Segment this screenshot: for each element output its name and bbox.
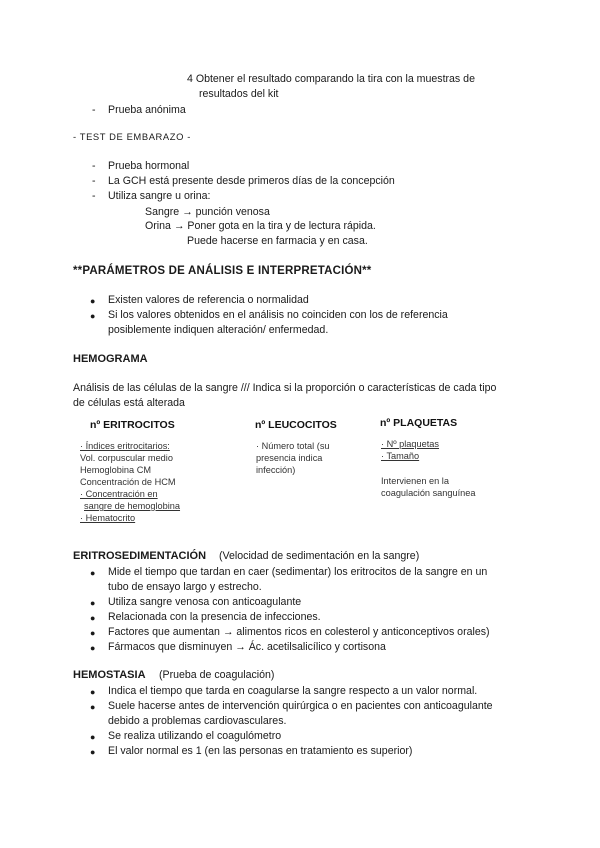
list-item-continuation: posiblemente indiquen alteración/ enfermedad. bbox=[108, 324, 329, 336]
bullet-marker: ● bbox=[90, 598, 96, 608]
dash-marker: - bbox=[92, 190, 96, 202]
eritrocitos-line: · Hematocrito bbox=[80, 513, 136, 523]
list-item-continuation: tubo de ensayo largo y estrecho. bbox=[108, 581, 262, 593]
plaquetas-line: coagulación sanguínea bbox=[381, 488, 476, 498]
bullet-marker: ● bbox=[90, 613, 96, 623]
eritrocitos-line: · Concentración en bbox=[80, 489, 158, 499]
hemograma-desc-line-2: de células está alterada bbox=[73, 397, 185, 409]
eritrosedimentacion-subtitle: (Velocidad de sedimentación en la sangre) bbox=[219, 550, 420, 562]
list-item: Relacionada con la presencia de infecciones. bbox=[108, 611, 321, 623]
list-item: Fármacos que disminuyen → Ác. acetilsalicílico y cortisona bbox=[108, 641, 386, 653]
bullet-marker: ● bbox=[90, 628, 96, 638]
eritrocitos-title: nº ERITROCITOS bbox=[90, 419, 175, 431]
list-item: Se realiza utilizando el coagulómetro bbox=[108, 730, 282, 742]
eritrocitos-line: · Índices eritrocitarios: bbox=[80, 441, 170, 451]
leucocitos-line: · Número total (su bbox=[256, 441, 330, 451]
list-item: Suele hacerse antes de intervención quirúrgica o en pacientes con anticoagulante bbox=[108, 700, 493, 712]
list-item: Indica el tiempo que tarda en coagularse la sangre respecto a un valor normal. bbox=[108, 685, 478, 697]
list-item: Utiliza sangre u orina: bbox=[108, 190, 211, 202]
bullet-marker: ● bbox=[90, 747, 96, 757]
leucocitos-line: presencia indica bbox=[256, 453, 323, 463]
farmacia-line: Puede hacerse en farmacia y en casa. bbox=[187, 235, 368, 247]
hemograma-desc-line-1: Análisis de las células de la sangre /// Indica si la proporción o características de cada tipo bbox=[73, 382, 497, 394]
leucocitos-line: infección) bbox=[256, 465, 296, 475]
hemograma-heading: HEMOGRAMA bbox=[73, 353, 148, 365]
eritrocitos-line: Concentración de HCM bbox=[80, 477, 176, 487]
dash-marker: - bbox=[92, 104, 96, 116]
dash-marker: - bbox=[92, 160, 96, 172]
list-item: Factores que aumentan → alimentos ricos en colesterol y anticonceptivos orales) bbox=[108, 626, 490, 638]
list-item: Existen valores de referencia o normalidad bbox=[108, 294, 309, 306]
bullet-marker: ● bbox=[90, 687, 96, 697]
embarazo-heading: - TEST DE EMBARAZO - bbox=[73, 131, 191, 142]
bullet-marker: ● bbox=[90, 643, 96, 653]
list-item: Utiliza sangre venosa con anticoagulante bbox=[108, 596, 302, 608]
hemostasia-subtitle: (Prueba de coagulación) bbox=[159, 669, 275, 681]
dash-marker: - bbox=[92, 175, 96, 187]
step-4-line-2: resultados del kit bbox=[199, 88, 279, 100]
list-item: La GCH está presente desde primeros días de la concepción bbox=[108, 175, 395, 187]
hemostasia-heading: HEMOSTASIA bbox=[73, 669, 146, 681]
eritrocitos-line: sangre de hemoglobina bbox=[84, 501, 181, 511]
list-item: Si los valores obtenidos en el análisis no coinciden con los de referencia bbox=[108, 309, 448, 321]
list-item: Prueba hormonal bbox=[108, 160, 190, 172]
plaquetas-title: nº PLAQUETAS bbox=[380, 417, 458, 429]
list-item-continuation: debido a problemas cardiovasculares. bbox=[108, 715, 287, 727]
bullet-marker: ● bbox=[90, 311, 96, 321]
plaquetas-line: Intervienen en la bbox=[381, 476, 449, 486]
list-item: El valor normal es 1 (en las personas en tratamiento es superior) bbox=[108, 745, 413, 757]
parametros-heading: **PARÁMETROS DE ANÁLISIS E INTERPRETACIÓN** bbox=[73, 265, 372, 277]
sangre-line: Sangre → punción venosa bbox=[145, 206, 270, 218]
bullet-marker: ● bbox=[90, 568, 96, 578]
bullet-marker: ● bbox=[90, 702, 96, 712]
bullet-marker: ● bbox=[90, 296, 96, 306]
anon-test-item: Prueba anónima bbox=[108, 104, 186, 116]
list-item: Mide el tiempo que tardan en caer (sedimentar) los eritrocitos de la sangre en un bbox=[108, 566, 488, 578]
eritrocitos-line: Hemoglobina CM bbox=[80, 465, 151, 475]
eritrosedimentacion-heading: ERITROSEDIMENTACIÓN bbox=[73, 550, 207, 562]
bullet-marker: ● bbox=[90, 732, 96, 742]
eritrocitos-line: Vol. corpuscular medio bbox=[80, 453, 173, 463]
plaquetas-line: · Tamaño bbox=[381, 451, 420, 461]
step-4-line-1: 4 Obtener el resultado comparando la tira con la muestras de bbox=[187, 73, 475, 85]
leucocitos-title: nº LEUCOCITOS bbox=[255, 419, 337, 431]
orina-line: Orina → Poner gota en la tira y de lectura rápida. bbox=[145, 220, 376, 232]
plaquetas-line: · Nº plaquetas bbox=[381, 439, 440, 449]
